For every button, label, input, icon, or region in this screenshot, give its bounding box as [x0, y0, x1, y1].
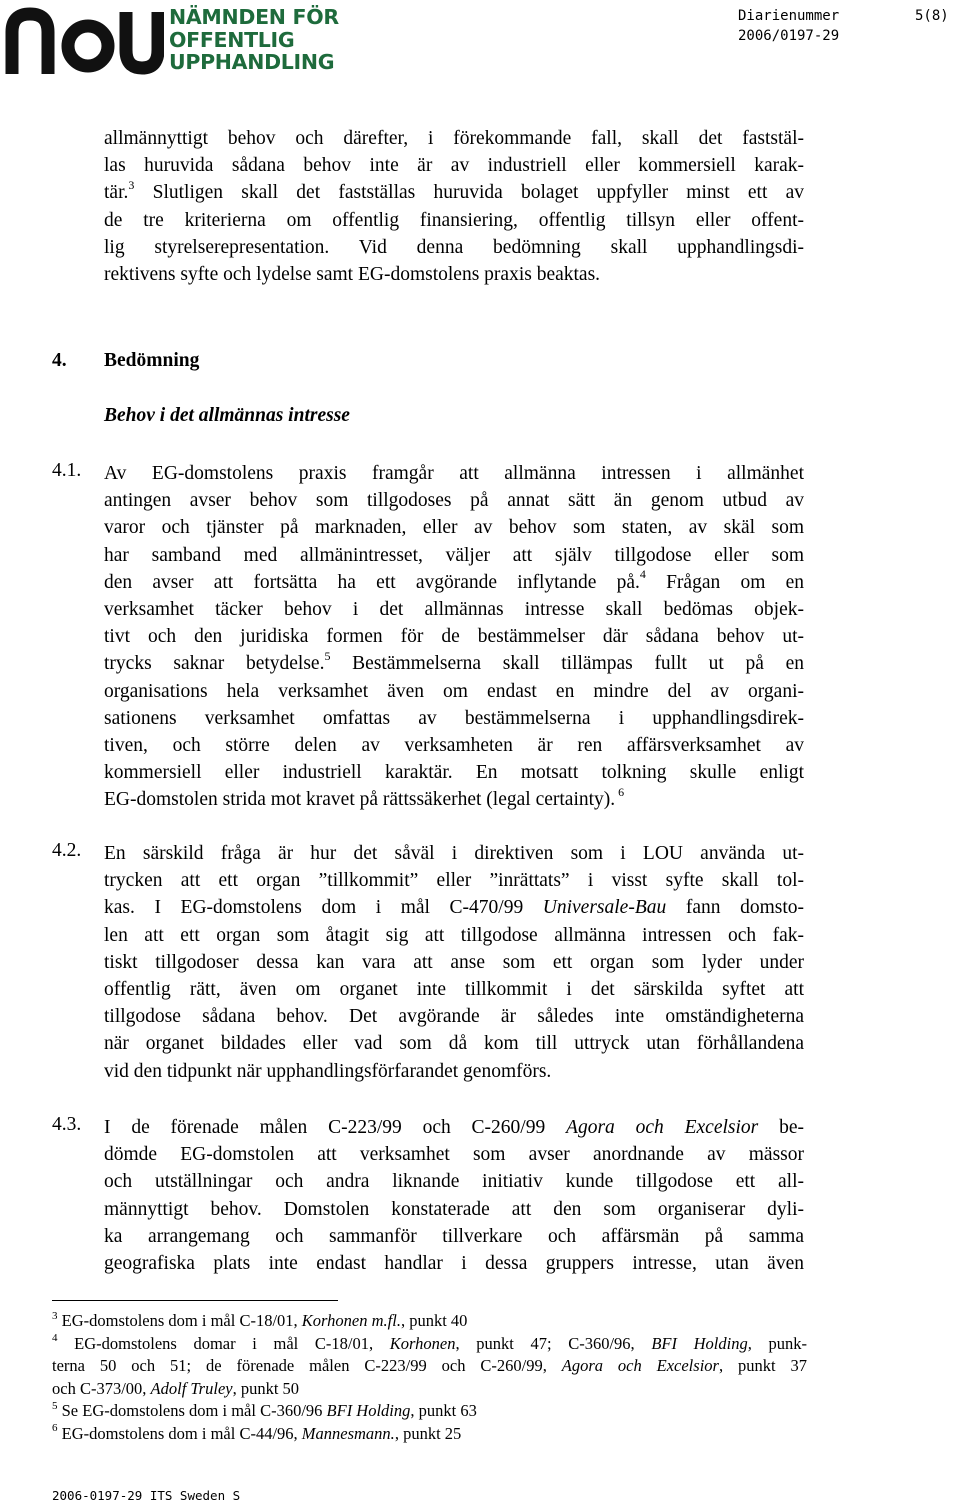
text-line: de tre kriterierna om offentlig finansiering, offentlig tillsyn eller offent- [104, 209, 804, 231]
subsection-title: Behov i det allmännas intresse [104, 405, 350, 426]
footnote-ref: 4 [639, 567, 646, 582]
paragraph-number: 4.2. [52, 840, 82, 861]
text-line: tiskt tillgodoser dessa kan vara att anse som ett organ som lyder under [104, 951, 804, 973]
text-line: ka arrangemang och sammanför tillverkare och affärsmän på samma [104, 1225, 804, 1247]
section-number: 4. [52, 350, 67, 371]
brand-name-line: OFFENTLIG [169, 27, 295, 52]
text-line: männyttigt behov. Domstolen konstaterade att den som organiserar dyli- [104, 1198, 804, 1220]
text-line: rektivens syfte och lydelse samt EG-domstolens praxis beaktas. [104, 264, 601, 286]
footnote-ref: 3 [128, 177, 135, 192]
text-line: varor och tjänster på marknaden, eller av behov som staten, av skäl som [104, 517, 804, 539]
footnote-5: $^5$ Se EG-domstolens dom i mål C-360/96 BFI Holding, punkt 63 [52, 1399, 477, 1420]
paragraph-4-3 [104, 1114, 804, 1277]
text-line: I de förenade målen C-223/99 och C-260/99 Agora och Excelsior be- [104, 1117, 804, 1138]
text-line: lig styrelserepresentation. Vid denna bedömning skall upphandlingsdi- [104, 236, 804, 258]
footnote-3: $^3$ EG-domstolens dom i mål C-18/01, Korhonen m.fl., punkt 40 [52, 1309, 468, 1330]
paragraph-4-1 [104, 460, 804, 814]
brand-name [169, 6, 339, 74]
text-line: len att ett organ som åtagit sig att tillgodose allmänna intressen och fak- [104, 924, 804, 946]
footnote-ref: 6 [615, 784, 625, 799]
footnotes [52, 1310, 807, 1445]
text-line: verksamhet täcker behov i det allmännas intresse skall bedömas objek- [104, 599, 804, 621]
footnote-ref: 5 [324, 648, 331, 663]
footnote-divider [52, 1300, 338, 1301]
nou-wordmark [4, 4, 164, 76]
brand-name-line: UPPHANDLING [169, 50, 335, 74]
text-line: las huruvida sådana behov inte är av industriell eller kommersiell karak- [104, 155, 804, 177]
text-line: tiven, och större delen av verksamheten är ren affärsverksamhet av [104, 735, 804, 757]
footnote-4: $^4$ EG-domstolens domar i mål C-18/01, Korhonen, punkt 47; C-360/96, BFI Holding, punk- [52, 1332, 807, 1353]
text-line: organisations hela verksamhet även om endast en mindre del av organi- [104, 680, 804, 702]
text-line: den avser att fortsätta ha ett avgörande inflytande på.$^4$ Frågan om en [104, 567, 804, 593]
text-line: kas. I EG-domstolens dom i mål C-470/99 Universale-Bau fann domsto- [104, 897, 804, 919]
text-line: tär.$^3$ Slutligen skall det fastställas huruvida bolaget uppfyller minst ett av [104, 177, 804, 204]
text-line: tivt och den juridiska formen för de bestämmelser där sådana behov ut- [104, 626, 804, 648]
nou-logo [4, 4, 339, 76]
text-line: Av EG-domstolens praxis framgår att allmänna intressen i allmänhet [104, 463, 804, 484]
text-line: har samband med allmänintresset, väljer att själv tillgodose eller som [104, 544, 804, 566]
text-line: trycks saknar betydelse.$^5$ Bestämmelserna skall tillämpas fullt ut på en [104, 648, 805, 675]
page-number: 5(8) [915, 8, 949, 24]
diarie-label: Diarienummer [738, 8, 840, 24]
text-line: vid den tidpunkt när upphandlingsförfarandet genomförs. [104, 1060, 552, 1082]
text-line: antingen avser behov som tillgodoses på annat sätt än genom utbud av [104, 490, 804, 512]
text-line: sationens verksamhet omfattas av bestämmelserna i upphandlingsdirek- [104, 707, 804, 729]
text-line: tillgodose sådana behov. Det avgörande är således inte omständigheterna [104, 1006, 804, 1028]
section-title: Bedömning [104, 350, 200, 371]
footnote-4-cont: terna 50 och 51; de förenade målen C-223/99 och C-260/99, Agora och Excelsior, punkt 37 [52, 1356, 807, 1375]
footnote-6: $^6$ EG-domstolens dom i mål C-44/96, Mannesmann., punkt 25 [52, 1422, 462, 1443]
text-line: EG-domstolen strida mot kravet på rättssäkerhet (legal certainty). $^6$ [104, 784, 625, 811]
text-line: allmännyttigt behov och därefter, i förekommande fall, skall det faststäl- [104, 128, 804, 149]
case-name: Universale-Bau [542, 897, 667, 919]
text-line: trycken att ett organ ”tillkommit” eller ”inrättats” i visst syfte skall tol- [104, 870, 804, 892]
footnote-4-cont: och C-373/00, Adolf Truley, punkt 50 [52, 1378, 300, 1398]
footer-text: 2006-0197-29 ITS Sweden S [52, 1488, 241, 1503]
text-line: när organet bildades eller vad som då kom till uttryck utan förhållandena [104, 1033, 804, 1055]
intro-paragraph [104, 125, 804, 288]
text-line: En särskild fråga är hur det såväl i direktiven som i LOU använda ut- [104, 843, 804, 864]
case-name: Agora och Excelsior [566, 1117, 759, 1138]
brand-name-line: NÄMNDEN FÖR [169, 5, 339, 29]
text-line: geografiska plats inte endast handlar i dessa gruppers intresse, utan även [104, 1253, 804, 1275]
text-line: dömde EG-domstolen att verksamhet som avser anordnande av mässor [104, 1144, 804, 1166]
text-line: offentlig rätt, även om organet inte tillkommit i det särskilda syftet att [104, 979, 804, 1001]
paragraph-number: 4.1. [52, 460, 82, 481]
paragraph-4-2 [104, 840, 804, 1085]
text-line: kommersiell eller industriell karaktär. En motsatt tolkning skulle enligt [104, 762, 804, 784]
paragraph-number: 4.3. [52, 1114, 82, 1135]
text-line: och utställningar och andra liknande initiativ kunde tillgodose ett all- [104, 1171, 804, 1193]
diarie-number: 2006/0197-29 [738, 28, 840, 44]
